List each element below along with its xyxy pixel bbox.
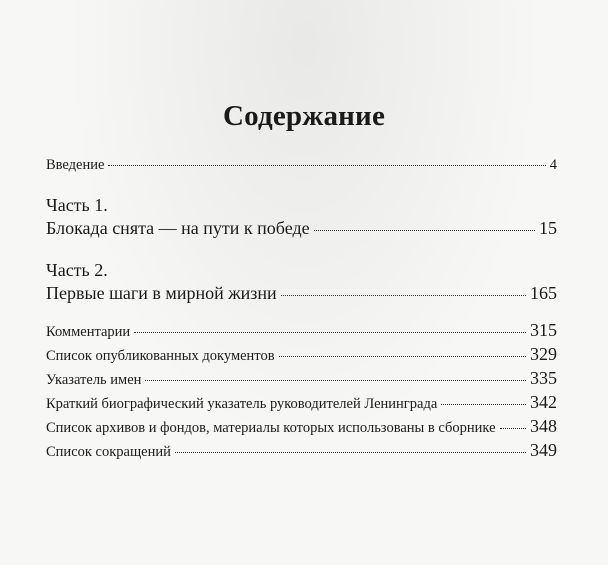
toc-entry-label: Первые шаги в мирной жизни (46, 283, 277, 303)
dot-leader (281, 295, 526, 296)
dot-leader (134, 332, 526, 333)
part-1-heading: Часть 1. (46, 195, 108, 215)
toc-entry-label: Комментарии (46, 324, 131, 340)
toc-page-number: 335 (530, 368, 557, 388)
dot-leader (441, 404, 526, 405)
toc-page-number: 342 (530, 392, 557, 412)
page-title: Содержание (222, 100, 386, 132)
toc-page-number: 15 (539, 218, 557, 238)
dot-leader (314, 230, 535, 231)
toc-entry-label: Блокада снята — на пути к победе (46, 218, 310, 238)
toc-entry-biographical-index[interactable] (46, 392, 557, 413)
toc-entry-introduction[interactable] (46, 157, 557, 174)
toc-entry-archives-list[interactable] (46, 416, 557, 437)
toc-entry-abbreviations[interactable] (46, 440, 557, 461)
toc-page-number: 165 (530, 283, 557, 303)
toc-entry-published-documents[interactable] (46, 344, 557, 365)
toc-page-number: 348 (530, 416, 557, 436)
dot-leader (500, 428, 526, 429)
toc-entry-label: Список опубликованных документов (46, 348, 275, 364)
toc-entry-label: Список архивов и фондов, материалы которых использованы в сборнике (46, 420, 496, 436)
toc-entry-label: Введение (46, 157, 105, 173)
toc-entry-part-2[interactable] (46, 283, 557, 304)
dot-leader (145, 380, 526, 381)
part-2-heading: Часть 2. (46, 260, 108, 280)
toc-entry-name-index[interactable] (46, 368, 557, 389)
toc-page-number: 315 (530, 320, 557, 340)
dot-leader (108, 165, 545, 166)
dot-leader (175, 452, 526, 453)
toc-page-number: 349 (530, 440, 557, 460)
toc-entry-comments[interactable] (46, 320, 557, 341)
toc-entry-label: Краткий биографический указатель руководителей Ленинграда (46, 396, 438, 412)
toc-entry-label: Указатель имен (46, 372, 142, 388)
toc-page-number: 4 (549, 157, 557, 173)
toc-entry-label: Список сокращений (46, 444, 171, 460)
toc-page-number: 329 (530, 344, 557, 364)
toc-entry-part-1[interactable] (46, 218, 557, 239)
dot-leader (279, 356, 526, 357)
